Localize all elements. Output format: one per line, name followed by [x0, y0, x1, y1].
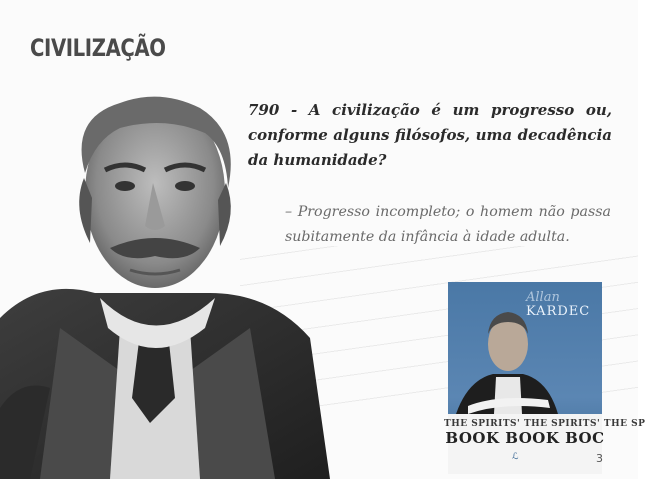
- book-author-first: Allan: [526, 290, 560, 305]
- question-text: 790 - A civilização é um progresso ou, conforme alguns filósofos, uma decadência da humanidade?: [248, 101, 612, 169]
- book-author: KARDEC: [526, 304, 591, 319]
- publisher-logo-icon: ℒ: [512, 452, 519, 462]
- answer-text: – Progresso incompleto; o homem não passa subitamente da infância à idade adulta.: [285, 204, 611, 245]
- book-title: BOOK BOOK BOC: [445, 429, 605, 447]
- book-subtitle: THE SPIRITS' THE SPIRITS' THE SP: [444, 419, 645, 429]
- page-number: 3: [596, 452, 603, 465]
- slide-title: CIVILIZAÇÃO: [30, 34, 166, 62]
- book-cover: [444, 282, 645, 474]
